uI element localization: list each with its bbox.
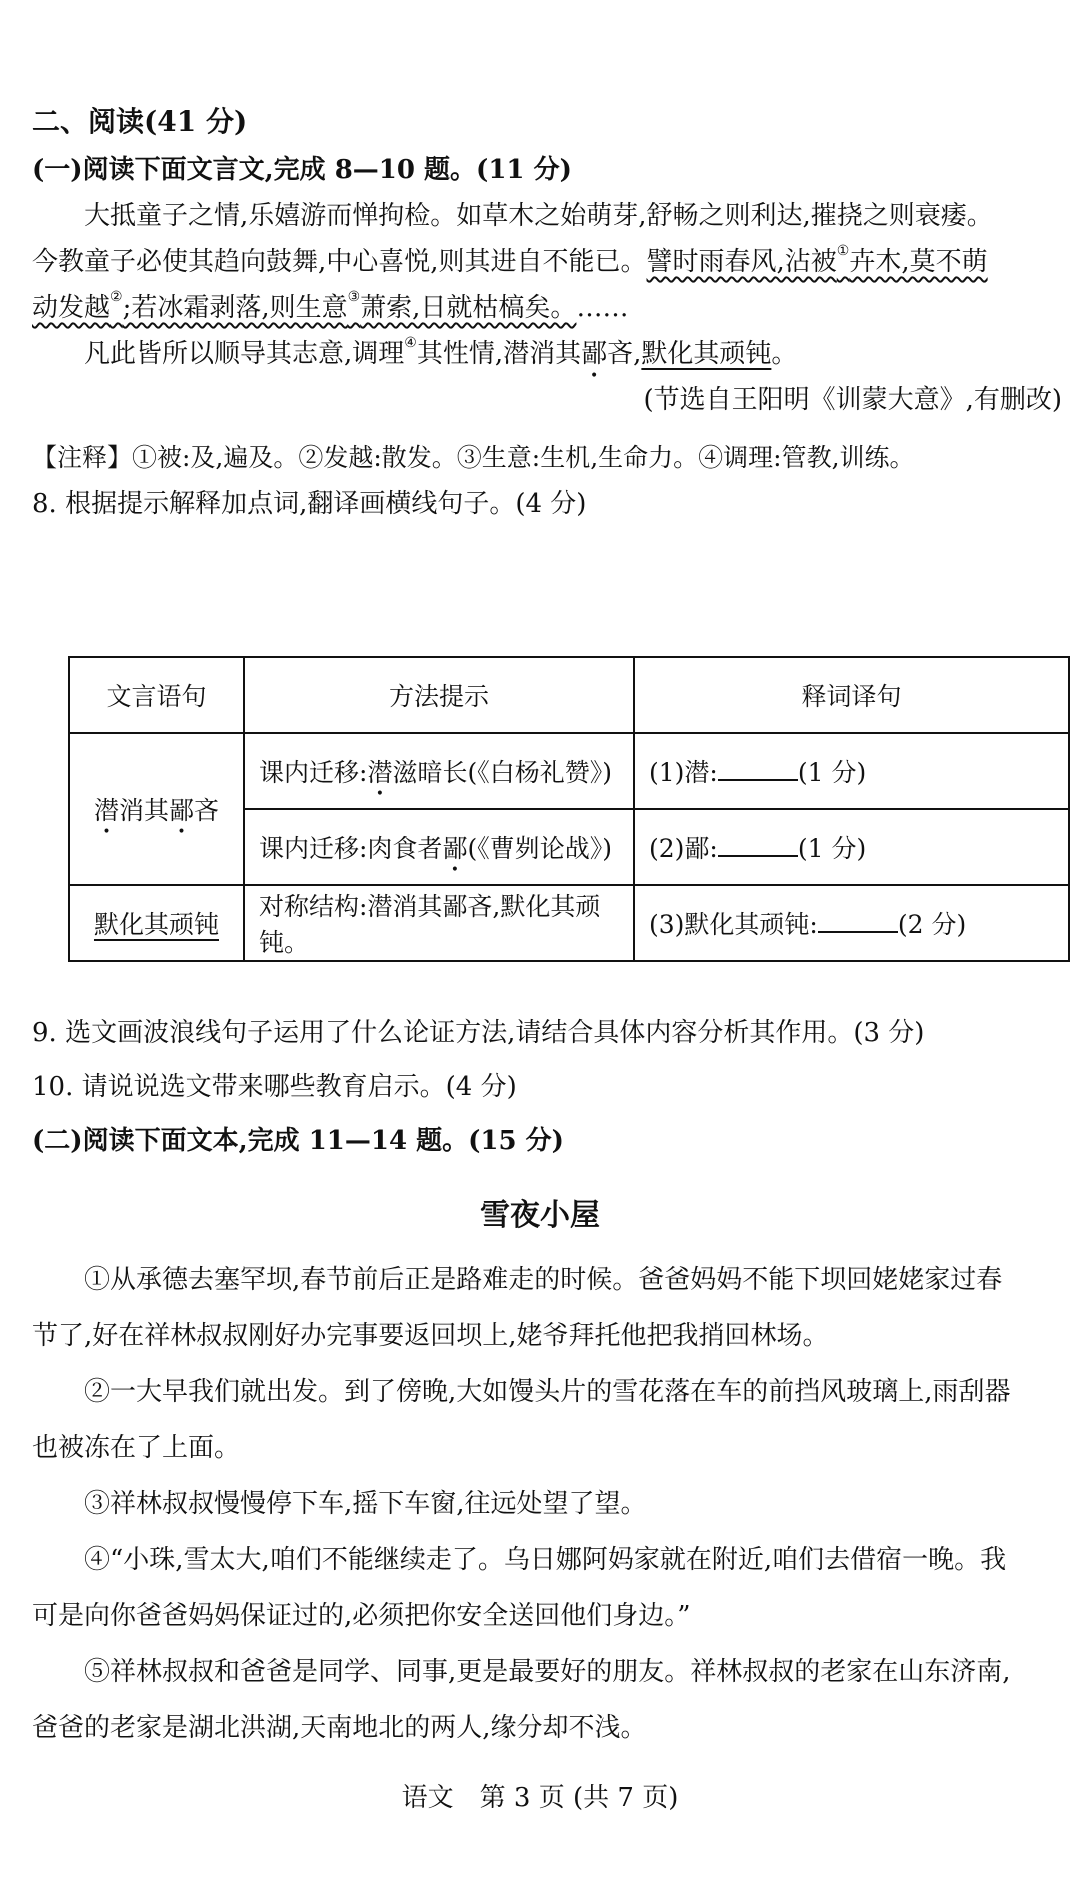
- table-row: [69, 885, 1069, 961]
- table-row: [69, 733, 1069, 809]
- question-8-table: [68, 656, 1070, 962]
- line2-plain: 今教童子必使其趋向鼓舞,中心喜悦,则其进自不能已。: [32, 247, 647, 277]
- hint-1-b: 滋暗长(《白杨礼赞》): [392, 758, 612, 787]
- p2-text-a: 凡此皆所以顺导其志意,调理: [84, 339, 405, 369]
- dotted-char-bi: 鄙: [581, 339, 608, 369]
- story-line-2: 节了,好在祥林叔叔刚好办完事要返回坝上,姥爷拜托他把我捎回林场。: [32, 1321, 829, 1351]
- answer-2-points: (1 分): [797, 834, 867, 863]
- answer-blank-1[interactable]: [718, 755, 798, 781]
- answer-blank-3[interactable]: [818, 907, 898, 933]
- wavy-text-b: 卉木,莫不萌: [849, 247, 988, 277]
- source-citation: (节选自王阳明《训蒙大意》,有删改): [643, 385, 1062, 415]
- phrase-part: 消其: [118, 796, 169, 825]
- part2-heading: (二)阅读下面文本,完成 11—14 题。(15 分): [32, 1126, 564, 1156]
- classical-text-line-1: 大抵童子之情,乐嬉游而惮拘检。如草木之始萌芽,舒畅之则利达,摧挠之则衰痿。: [84, 201, 993, 231]
- classical-text-line-2: [32, 244, 988, 280]
- note-ref-3: ③: [347, 289, 361, 305]
- ellipsis: ……: [576, 293, 629, 323]
- cell-answer-3: [634, 885, 1069, 961]
- story-line-3: ②一大早我们就出发。到了傍晚,大如馒头片的雪花落在车的前挡风玻璃上,雨刮器: [84, 1377, 1011, 1407]
- p2-text-c: 吝,: [607, 339, 642, 369]
- answer-3-label: (3)默化其顽钝:: [649, 910, 818, 939]
- underlined-phrase-cell: 默化其顽钝: [93, 910, 219, 939]
- p2-text-d: 。: [771, 339, 798, 369]
- story-line-9: 爸爸的老家是湖北洪湖,天南地北的两人,缘分却不浅。: [32, 1713, 647, 1743]
- phrase-end: 吝: [194, 796, 220, 825]
- header-hint: 方法提示: [244, 657, 634, 733]
- question-10: 10. 请说说选文带来哪些教育启示。(4 分): [32, 1072, 517, 1102]
- answer-2-label: (2)鄙:: [649, 834, 718, 863]
- answer-3-points: (2 分): [897, 910, 967, 939]
- page-footer: 语文 第 3 页 (共 7 页): [401, 1783, 679, 1813]
- story-line-5: ③祥林叔叔慢慢停下车,摇下车窗,往远处望了望。: [84, 1489, 647, 1519]
- hint-1-a: 课内迁移:: [259, 758, 368, 787]
- story-line-8: ⑤祥林叔叔和爸爸是同学、同事,更是最要好的朋友。祥林叔叔的老家在山东济南,: [84, 1657, 1011, 1687]
- story-title: 雪夜小屋: [480, 1198, 600, 1233]
- hint-2-a: 课内迁移:肉食者: [259, 834, 443, 863]
- hint-2-b: (《曹刿论战》): [467, 834, 612, 863]
- dotted-char-bi-2: 鄙: [169, 796, 195, 825]
- question-8-prompt: 8. 根据提示解释加点词,翻译画横线句子。(4 分): [32, 489, 587, 519]
- wavy-sentence-part-b: [32, 289, 577, 323]
- cell-phrase-1: [69, 733, 244, 885]
- wavy-text-e: 萧索,日就枯槁矣。: [360, 293, 577, 323]
- header-answer: 释词译句: [634, 657, 1069, 733]
- wavy-text-a: 譬时雨春风,沾被: [646, 247, 837, 277]
- table-header-row: [69, 657, 1069, 733]
- wavy-sentence-part-a: [646, 243, 988, 277]
- story-line-1: ①从承德去塞罕坝,春节前后正是路难走的时候。爸爸妈妈不能下坝回姥姥家过春: [84, 1265, 1003, 1295]
- p2-text-b: 其性情,潜消其: [416, 339, 582, 369]
- header-sentence: 文言语句: [69, 657, 244, 733]
- classical-text-line-3: [32, 290, 628, 326]
- cell-phrase-3: [69, 885, 244, 961]
- underlined-phrase: 默化其顽钝: [641, 339, 772, 369]
- story-line-6: ④“小珠,雪太大,咱们不能继续走了。乌日娜阿妈家就在附近,咱们去借宿一晚。我: [84, 1545, 1007, 1575]
- cell-answer-1: [634, 733, 1069, 809]
- classical-text-paragraph-2: [84, 336, 797, 372]
- dotted-char-qian: 潜: [93, 796, 119, 825]
- dotted-char-hint-1: 潜: [367, 758, 393, 787]
- cell-hint-2: [244, 809, 634, 885]
- note-ref-4: ④: [404, 335, 417, 351]
- question-9: 9. 选文画波浪线句子运用了什么论证方法,请结合具体内容分析其作用。(3 分): [32, 1018, 925, 1048]
- wavy-text-d: ;若冰霜剥落,则生意: [122, 293, 348, 323]
- cell-hint-1: [244, 733, 634, 809]
- story-line-7: 可是向你爸爸妈妈保证过的,必须把你安全送回他们身边。”: [32, 1601, 691, 1631]
- note-ref-1: ①: [836, 243, 850, 259]
- note-ref-2: ②: [110, 289, 123, 305]
- answer-blank-2[interactable]: [718, 831, 798, 857]
- answer-1-points: (1 分): [797, 758, 867, 787]
- section-title: 二、阅读(41 分): [32, 105, 248, 138]
- answer-1-label: (1)潜:: [649, 758, 718, 787]
- cell-hint-3: 对称结构:潜消其鄙吝,默化其顽钝。: [244, 885, 634, 961]
- part1-heading: (一)阅读下面文言文,完成 8—10 题。(11 分): [32, 155, 572, 185]
- dotted-char-hint-2: 鄙: [442, 834, 468, 863]
- story-line-4: 也被冻在了上面。: [32, 1433, 241, 1463]
- cell-answer-2: [634, 809, 1069, 885]
- wavy-text-c: 动发越: [32, 293, 111, 323]
- annotations: 【注释】①被:及,遍及。②发越:散发。③生意:生机,生命力。④调理:管教,训练。: [32, 443, 915, 472]
